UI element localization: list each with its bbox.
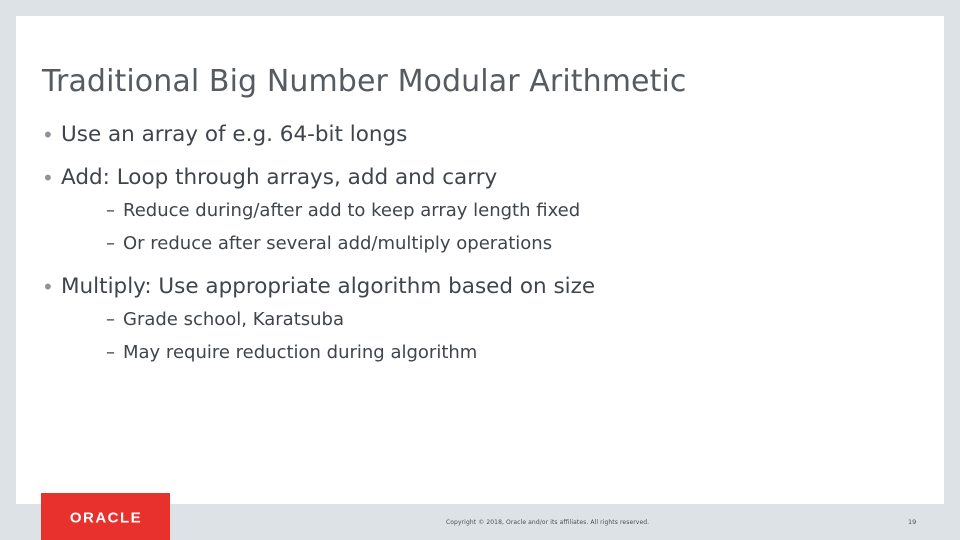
bullet-item [42, 272, 922, 302]
bullet-glyph: • [42, 166, 54, 190]
slide-title: Traditional Big Number Modular Arithmetic [42, 64, 687, 99]
bullet-glyph: • [42, 275, 54, 299]
sub-item [106, 341, 922, 365]
logo-wordmark: ORACLE [69, 509, 142, 525]
dash-glyph: – [106, 342, 115, 363]
slide-content [42, 120, 922, 374]
dash-glyph: – [106, 309, 115, 330]
sub-item-text: Or reduce after several add/multiply operations [123, 233, 553, 254]
copyright-text: Copyright © 2018, Oracle and/or its affiliates. All rights reserved. [446, 519, 650, 526]
sub-item-text: Grade school, Karatsuba [123, 309, 345, 330]
sub-item-text: May require reduction during algorithm [123, 342, 478, 363]
sub-list [42, 308, 922, 365]
slide-footer [0, 493, 960, 540]
bullet-glyph: • [42, 123, 54, 147]
bullet-item [42, 120, 922, 150]
sub-item [106, 308, 922, 332]
dash-glyph: – [106, 200, 115, 221]
bullet-text: Multiply: Use appropriate algorithm based on size [61, 274, 596, 299]
slide [16, 16, 944, 504]
oracle-wordmark-icon [58, 509, 154, 525]
dash-glyph: – [106, 233, 115, 254]
oracle-logo [41, 493, 170, 540]
bullet-text: Add: Loop through arrays, add and carry [61, 165, 498, 190]
bullet-item [42, 163, 922, 193]
sub-item-text: Reduce during/after add to keep array length fixed [123, 200, 581, 221]
sub-item [106, 199, 922, 223]
sub-list [42, 199, 922, 256]
page-number: 19 [908, 518, 917, 526]
bullet-text: Use an array of e.g. 64-bit longs [61, 122, 408, 147]
sub-item [106, 232, 922, 256]
